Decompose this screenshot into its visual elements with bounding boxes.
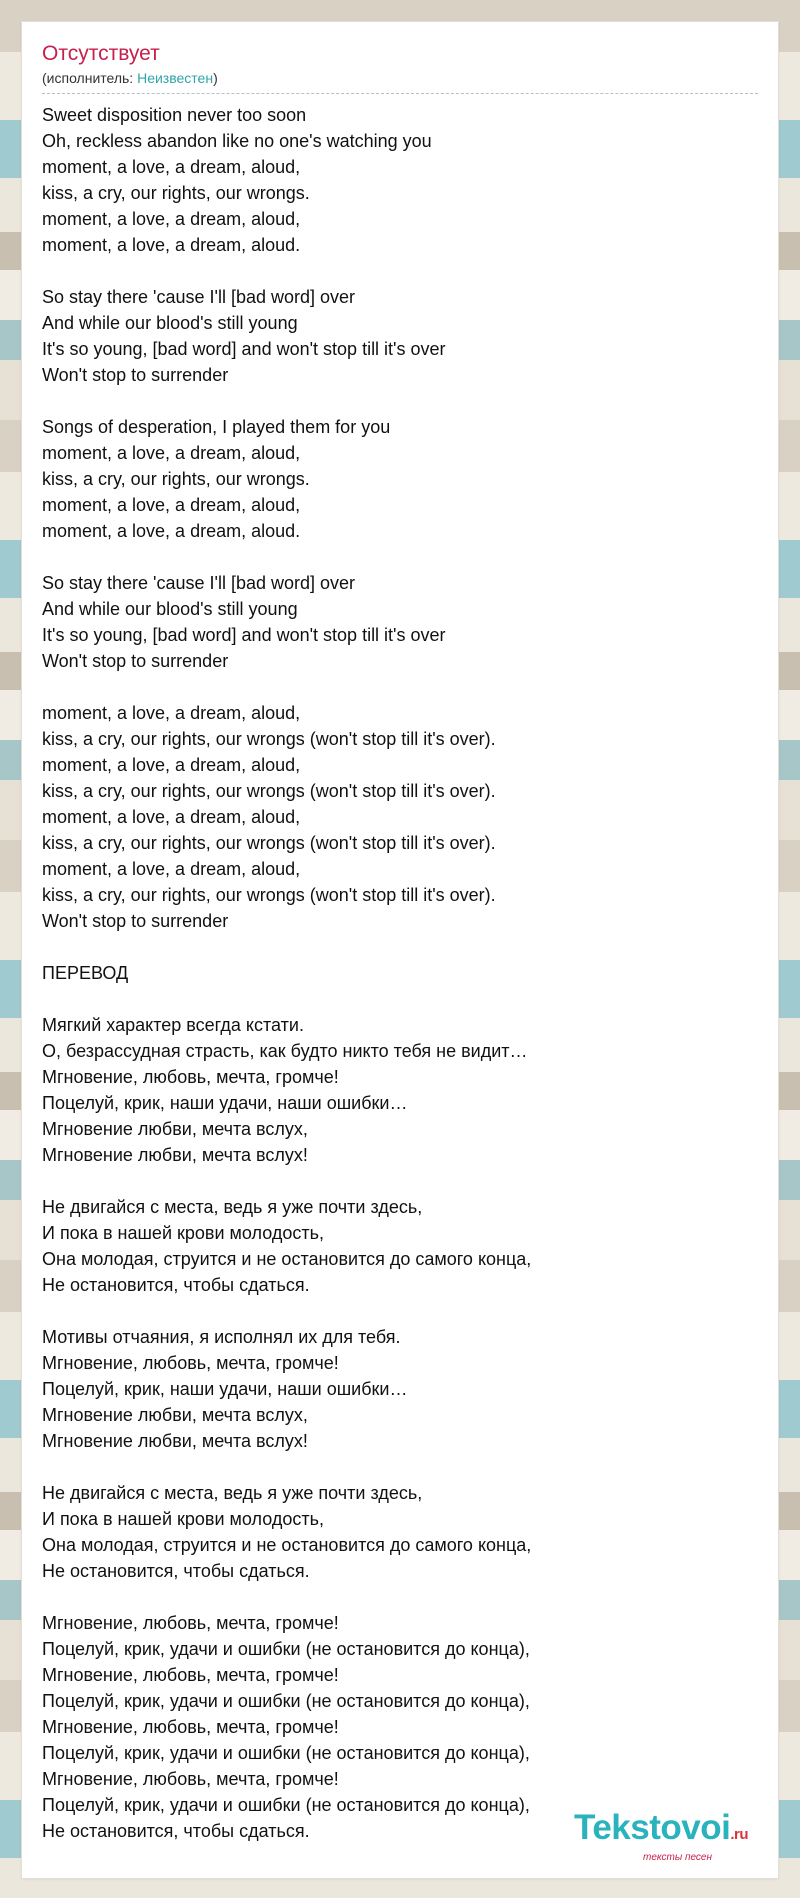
lyric-line: Won't stop to surrender <box>42 365 229 385</box>
lyric-line: moment, a love, a dream, aloud, <box>42 209 301 229</box>
stanza-gap <box>42 388 758 414</box>
lyric-line: Поцелуй, крик, наши удачи, наши ошибки… <box>42 1093 408 1113</box>
lyric-line: It's so young, [bad word] and won't stop till it's over <box>42 625 446 645</box>
lyric-line: Она молодая, струится и не остановится до самого конца, <box>42 1249 532 1269</box>
stanza-gap <box>42 544 758 570</box>
lyrics-body <box>42 102 758 1844</box>
lyric-line: Мгновение, любовь, мечта, громче! <box>42 1353 339 1373</box>
lyric-line: Не двигайся с места, ведь я уже почти здесь, <box>42 1483 423 1503</box>
lyric-line: Поцелуй, крик, наши удачи, наши ошибки… <box>42 1379 408 1399</box>
lyric-line: moment, a love, a dream, aloud, <box>42 157 301 177</box>
site-logo[interactable] <box>543 1808 748 1863</box>
stanza-gap <box>42 1298 758 1324</box>
stanza-gap <box>42 1168 758 1194</box>
lyric-line: Мгновение любви, мечта вслух, <box>42 1119 308 1139</box>
lyric-line: kiss, a cry, our rights, our wrongs. <box>42 183 310 203</box>
stanza-gap <box>42 934 758 960</box>
lyric-line: Мгновение любви, мечта вслух! <box>42 1431 308 1451</box>
lyric-line: Мгновение любви, мечта вслух! <box>42 1145 308 1165</box>
lyric-line: moment, a love, a dream, aloud, <box>42 443 301 463</box>
artist-line <box>42 69 758 87</box>
lyric-line: kiss, a cry, our rights, our wrongs (won't stop till it's over). <box>42 885 496 905</box>
lyric-line: Мгновение, любовь, мечта, громче! <box>42 1717 339 1737</box>
lyric-line: moment, a love, a dream, aloud, <box>42 495 301 515</box>
artist-suffix: ) <box>213 70 218 86</box>
song-title: Отсутствует <box>42 42 160 65</box>
lyric-line: Sweet disposition never too soon <box>42 105 307 125</box>
lyric-line: Won't stop to surrender <box>42 911 229 931</box>
stanza-gap <box>42 1454 758 1480</box>
lyric-line: Won't stop to surrender <box>42 651 229 671</box>
lyric-line: Мгновение любви, мечта вслух, <box>42 1405 308 1425</box>
lyric-line: Oh, reckless abandon like no one's watching you <box>42 131 432 151</box>
lyric-line: moment, a love, a dream, aloud. <box>42 521 301 541</box>
lyric-line: So stay there 'cause I'll [bad word] over <box>42 287 356 307</box>
lyric-line: Не остановится, чтобы сдаться. <box>42 1275 310 1295</box>
lyrics-card <box>22 22 778 1878</box>
lyric-line: Мгновение, любовь, мечта, громче! <box>42 1769 339 1789</box>
lyric-line: So stay there 'cause I'll [bad word] over <box>42 573 356 593</box>
lyric-line: Мгновение, любовь, мечта, громче! <box>42 1067 339 1087</box>
lyric-line: Не остановится, чтобы сдаться. <box>42 1821 310 1841</box>
artist-prefix: (исполнитель: <box>42 70 138 86</box>
lyric-line: Поцелуй, крик, удачи и ошибки (не остановится до конца), <box>42 1743 530 1763</box>
lyric-line: moment, a love, a dream, aloud, <box>42 755 301 775</box>
lyric-line: Не двигайся с места, ведь я уже почти здесь, <box>42 1197 423 1217</box>
lyric-line: moment, a love, a dream, aloud. <box>42 235 301 255</box>
lyric-line: kiss, a cry, our rights, our wrongs (won't stop till it's over). <box>42 729 496 749</box>
lyric-line: And while our blood's still young <box>42 599 298 619</box>
lyric-line: kiss, a cry, our rights, our wrongs. <box>42 469 310 489</box>
lyric-line: Не остановится, чтобы сдаться. <box>42 1561 310 1581</box>
lyric-line: Поцелуй, крик, удачи и ошибки (не остановится до конца), <box>42 1795 530 1815</box>
stanza-gap <box>42 258 758 284</box>
lyric-line: Она молодая, струится и не остановится до самого конца, <box>42 1535 532 1555</box>
lyric-line: Поцелуй, крик, удачи и ошибки (не остановится до конца), <box>42 1639 530 1659</box>
lyric-line: And while our blood's still young <box>42 313 298 333</box>
lyric-line: О, безрассудная страсть, как будто никто тебя не видит… <box>42 1041 528 1061</box>
lyric-line: moment, a love, a dream, aloud, <box>42 859 301 879</box>
lyric-line: Мягкий характер всегда кстати. <box>42 1015 304 1035</box>
stanza-gap <box>42 986 758 1012</box>
lyric-line: It's so young, [bad word] and won't stop till it's over <box>42 339 446 359</box>
lyric-line: Мгновение, любовь, мечта, громче! <box>42 1665 339 1685</box>
artist-link[interactable]: Неизвестен <box>137 70 214 86</box>
lyric-line: И пока в нашей крови молодость, <box>42 1223 324 1243</box>
logo-tld: .ru <box>730 1826 748 1843</box>
logo-text: Tekstovoi <box>574 1808 731 1847</box>
lyric-line: kiss, a cry, our rights, our wrongs (won't stop till it's over). <box>42 833 496 853</box>
lyric-line: Поцелуй, крик, удачи и ошибки (не остановится до конца), <box>42 1691 530 1711</box>
lyric-line: Мотивы отчаяния, я исполнял их для тебя. <box>42 1327 401 1347</box>
lyric-line: И пока в нашей крови молодость, <box>42 1509 324 1529</box>
title-divider <box>42 93 758 94</box>
lyric-line: kiss, a cry, our rights, our wrongs (won't stop till it's over). <box>42 781 496 801</box>
lyric-line: moment, a love, a dream, aloud, <box>42 703 301 723</box>
lyric-line: ПЕРЕВОД <box>42 963 129 983</box>
logo-tagline: тексты песен <box>643 1852 712 1863</box>
stanza-gap <box>42 674 758 700</box>
lyric-line: Songs of desperation, I played them for you <box>42 417 391 437</box>
stanza-gap <box>42 1584 758 1610</box>
lyric-line: Мгновение, любовь, мечта, громче! <box>42 1613 339 1633</box>
lyric-line: moment, a love, a dream, aloud, <box>42 807 301 827</box>
